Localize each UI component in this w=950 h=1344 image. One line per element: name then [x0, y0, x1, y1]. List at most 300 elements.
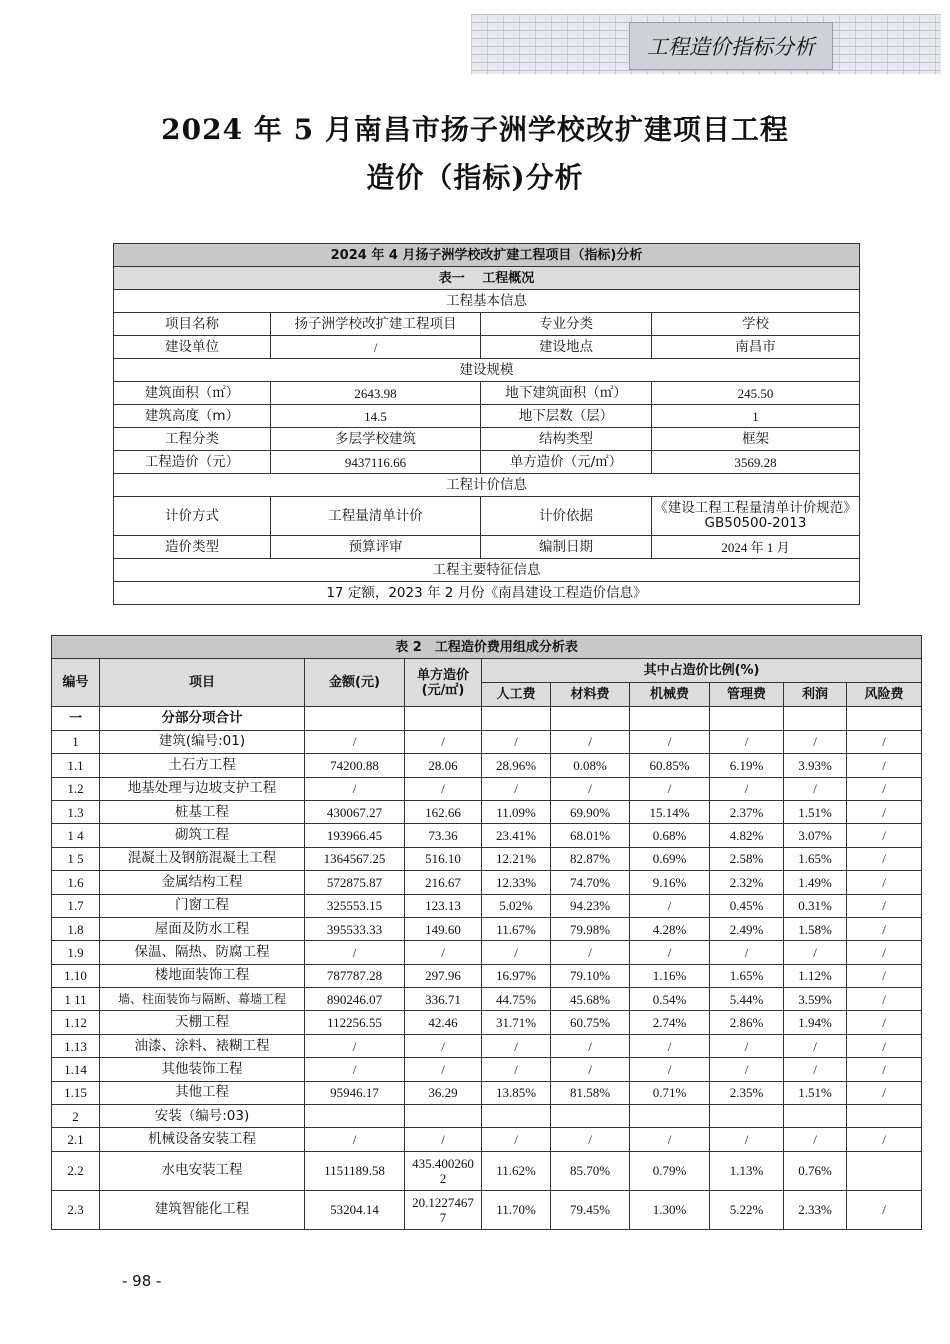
table-row	[52, 824, 922, 847]
row-labor: 16.97%	[482, 964, 551, 987]
row-labor: 28.96%	[482, 754, 551, 777]
row-amount: 890246.07	[305, 988, 405, 1011]
row-amount: 74200.88	[305, 754, 405, 777]
row-management: 0.45%	[710, 894, 784, 917]
row-risk: /	[847, 917, 922, 940]
row-number: 2	[52, 1105, 100, 1128]
table-row	[52, 800, 922, 823]
row-material	[551, 707, 630, 730]
row-item: 安装（编号:03)	[100, 1105, 305, 1128]
row-unit-cost: /	[405, 1128, 482, 1151]
row-management: 2.35%	[710, 1081, 784, 1104]
row-risk: /	[847, 847, 922, 870]
row-material: 60.75%	[551, 1011, 630, 1034]
row-labor: 12.21%	[482, 847, 551, 870]
table-row	[52, 1081, 922, 1104]
field-value: 3569.28	[652, 451, 860, 474]
cost-composition-table	[51, 635, 922, 1230]
row-material: 81.58%	[551, 1081, 630, 1104]
row-management: /	[710, 1128, 784, 1151]
row-item: 保温、隔热、防腐工程	[100, 941, 305, 964]
row-unit-cost: 336.71	[405, 988, 482, 1011]
table-row	[52, 730, 922, 753]
table-row	[52, 941, 922, 964]
row-labor: 12.33%	[482, 871, 551, 894]
row-unit-cost: 162.66	[405, 800, 482, 823]
row-profit: /	[784, 1058, 847, 1081]
row-management: /	[710, 941, 784, 964]
row-risk: /	[847, 964, 922, 987]
row-item: 屋面及防水工程	[100, 917, 305, 940]
row-machine: /	[630, 941, 710, 964]
row-labor: 11.70%	[482, 1190, 551, 1229]
field-label: 项目名称	[114, 313, 271, 336]
row-amount	[305, 707, 405, 730]
field-value: 多层学校建筑	[271, 428, 481, 451]
table-row	[52, 1058, 922, 1081]
row-profit: 0.31%	[784, 894, 847, 917]
table1-row	[114, 536, 860, 559]
field-label: 专业分类	[481, 313, 652, 336]
row-amount: 193966.45	[305, 824, 405, 847]
table1-row	[114, 313, 860, 336]
row-risk: /	[847, 800, 922, 823]
row-labor: /	[482, 1128, 551, 1151]
field-value: 预算评审	[271, 536, 481, 559]
row-management	[710, 707, 784, 730]
row-profit: 1.65%	[784, 847, 847, 870]
row-item: 桩基工程	[100, 800, 305, 823]
row-management: 5.44%	[710, 988, 784, 1011]
col-header-item: 项目	[100, 659, 305, 707]
row-number: 2.2	[52, 1151, 100, 1190]
row-item: 油漆、涂料、裱糊工程	[100, 1034, 305, 1057]
field-value: 《建设工程工程量清单计价规范》GB50500-2013	[652, 497, 860, 536]
table-row	[52, 1011, 922, 1034]
row-unit-cost: /	[405, 1034, 482, 1057]
row-number: 1.2	[52, 777, 100, 800]
table-row	[52, 847, 922, 870]
row-management: /	[710, 730, 784, 753]
row-material: /	[551, 1058, 630, 1081]
row-item: 建筑(编号:01)	[100, 730, 305, 753]
row-machine	[630, 1105, 710, 1128]
field-label: 计价方式	[114, 497, 271, 536]
row-unit-cost: 297.96	[405, 964, 482, 987]
row-amount: /	[305, 730, 405, 753]
row-amount: 1364567.25	[305, 847, 405, 870]
row-item: 其他装饰工程	[100, 1058, 305, 1081]
field-label: 结构类型	[481, 428, 652, 451]
row-material	[551, 1105, 630, 1128]
row-unit-cost: 216.67	[405, 871, 482, 894]
table-row	[52, 707, 922, 730]
row-material: /	[551, 777, 630, 800]
row-labor: 31.71%	[482, 1011, 551, 1034]
row-labor: 23.41%	[482, 824, 551, 847]
col-header-labor: 人工费	[482, 683, 551, 707]
row-management: 1.13%	[710, 1151, 784, 1190]
row-item: 土石方工程	[100, 754, 305, 777]
row-risk: /	[847, 1034, 922, 1057]
row-risk	[847, 1105, 922, 1128]
row-management: 5.22%	[710, 1190, 784, 1229]
row-material: 79.98%	[551, 917, 630, 940]
row-risk: /	[847, 1190, 922, 1229]
section-header-tag: 工程造价指标分析	[629, 22, 833, 70]
field-value: 2024 年 1 月	[652, 536, 860, 559]
row-number: 2.1	[52, 1128, 100, 1151]
field-label: 建设地点	[481, 336, 652, 359]
row-item: 墙、柱面装饰与隔断、幕墙工程	[100, 988, 305, 1011]
row-item: 门窗工程	[100, 894, 305, 917]
row-management: 2.58%	[710, 847, 784, 870]
field-label: 建筑高度（m）	[114, 405, 271, 428]
row-machine: /	[630, 1058, 710, 1081]
table-row	[52, 1105, 922, 1128]
row-item: 地基处理与边坡支护工程	[100, 777, 305, 800]
row-machine: /	[630, 1034, 710, 1057]
col-header-ratio: 其中占造价比例(%)	[482, 659, 922, 683]
table1-row	[114, 451, 860, 474]
row-risk	[847, 1151, 922, 1190]
row-machine: 0.79%	[630, 1151, 710, 1190]
row-number: 1.14	[52, 1058, 100, 1081]
field-value: 2643.98	[271, 382, 481, 405]
row-amount: 95946.17	[305, 1081, 405, 1104]
row-unit-cost: 73.36	[405, 824, 482, 847]
row-labor: /	[482, 941, 551, 964]
row-number: 1.13	[52, 1034, 100, 1057]
col-header-machine: 机械费	[630, 683, 710, 707]
table1-row	[114, 405, 860, 428]
row-machine	[630, 707, 710, 730]
table1-row	[114, 382, 860, 405]
row-profit: 1.51%	[784, 1081, 847, 1104]
row-labor: 44.75%	[482, 988, 551, 1011]
row-profit: 1.51%	[784, 800, 847, 823]
field-value: 245.50	[652, 382, 860, 405]
row-material: /	[551, 1128, 630, 1151]
row-amount: /	[305, 1128, 405, 1151]
row-risk	[847, 707, 922, 730]
row-material: 68.01%	[551, 824, 630, 847]
row-machine: 0.68%	[630, 824, 710, 847]
section-scale: 建设规模	[114, 359, 860, 382]
row-profit: 2.33%	[784, 1190, 847, 1229]
table-row	[52, 894, 922, 917]
row-management	[710, 1105, 784, 1128]
row-item: 机械设备安装工程	[100, 1128, 305, 1151]
col-header-unit-cost: 单方造价(元/㎡)	[405, 659, 482, 707]
row-management: 2.37%	[710, 800, 784, 823]
row-risk: /	[847, 754, 922, 777]
field-label: 编制日期	[481, 536, 652, 559]
section-features: 工程主要特征信息	[114, 559, 860, 582]
page-number: - 98 -	[122, 1272, 162, 1290]
field-label: 地下建筑面积（㎡）	[481, 382, 652, 405]
row-amount: /	[305, 777, 405, 800]
row-management: 4.82%	[710, 824, 784, 847]
row-unit-cost	[405, 1105, 482, 1128]
col-header-amount: 金额(元)	[305, 659, 405, 707]
row-unit-cost: 36.29	[405, 1081, 482, 1104]
row-profit	[784, 707, 847, 730]
row-unit-cost: /	[405, 941, 482, 964]
row-unit-cost: 516.10	[405, 847, 482, 870]
col-header-no: 编号	[52, 659, 100, 707]
row-machine: 1.16%	[630, 964, 710, 987]
row-number: 1.6	[52, 871, 100, 894]
row-risk: /	[847, 871, 922, 894]
row-item: 建筑智能化工程	[100, 1190, 305, 1229]
row-unit-cost: 42.46	[405, 1011, 482, 1034]
table-row	[52, 1151, 922, 1190]
table2-body	[52, 707, 922, 1229]
row-number: 1.7	[52, 894, 100, 917]
col-header-profit: 利润	[784, 683, 847, 707]
row-risk: /	[847, 730, 922, 753]
row-amount: 395533.33	[305, 917, 405, 940]
row-machine: 4.28%	[630, 917, 710, 940]
table-row	[52, 1128, 922, 1151]
row-amount: 1151189.58	[305, 1151, 405, 1190]
page-title-line2: 造价（指标)分析	[366, 161, 584, 194]
row-number: 2.3	[52, 1190, 100, 1229]
row-labor	[482, 707, 551, 730]
row-profit: /	[784, 941, 847, 964]
table-row	[52, 1190, 922, 1229]
row-item: 分部分项合计	[100, 707, 305, 730]
row-machine: 0.69%	[630, 847, 710, 870]
row-profit: 0.76%	[784, 1151, 847, 1190]
row-amount	[305, 1105, 405, 1128]
row-management: 1.65%	[710, 964, 784, 987]
row-material: 94.23%	[551, 894, 630, 917]
row-profit: 1.12%	[784, 964, 847, 987]
row-profit: /	[784, 777, 847, 800]
row-material: 0.08%	[551, 754, 630, 777]
row-management: /	[710, 777, 784, 800]
field-label: 计价依据	[481, 497, 652, 536]
row-labor: /	[482, 1058, 551, 1081]
field-value: 学校	[652, 313, 860, 336]
row-labor: 11.67%	[482, 917, 551, 940]
row-profit: /	[784, 1128, 847, 1151]
row-profit: 1.49%	[784, 871, 847, 894]
row-labor: /	[482, 1034, 551, 1057]
table-row	[52, 754, 922, 777]
table-row	[52, 1034, 922, 1057]
row-machine: 9.16%	[630, 871, 710, 894]
row-item: 其他工程	[100, 1081, 305, 1104]
row-material: 69.90%	[551, 800, 630, 823]
row-machine: /	[630, 730, 710, 753]
row-material: 82.87%	[551, 847, 630, 870]
row-number: 1 11	[52, 988, 100, 1011]
row-item: 金属结构工程	[100, 871, 305, 894]
row-item: 天棚工程	[100, 1011, 305, 1034]
table-row	[52, 871, 922, 894]
row-unit-cost: 149.60	[405, 917, 482, 940]
row-material: 74.70%	[551, 871, 630, 894]
field-value: 14.5	[271, 405, 481, 428]
field-value: 1	[652, 405, 860, 428]
row-management: 2.32%	[710, 871, 784, 894]
row-material: /	[551, 941, 630, 964]
row-unit-cost: 123.13	[405, 894, 482, 917]
row-amount: 112256.55	[305, 1011, 405, 1034]
row-profit: 1.94%	[784, 1011, 847, 1034]
table-row	[52, 777, 922, 800]
field-label: 单方造价（元/㎡）	[481, 451, 652, 474]
row-amount: 325553.15	[305, 894, 405, 917]
row-labor: 11.62%	[482, 1151, 551, 1190]
row-number: 1 4	[52, 824, 100, 847]
field-label: 造价类型	[114, 536, 271, 559]
row-profit: 3.93%	[784, 754, 847, 777]
table1-row	[114, 336, 860, 359]
row-labor: /	[482, 777, 551, 800]
row-number: 1.8	[52, 917, 100, 940]
row-labor: 13.85%	[482, 1081, 551, 1104]
table1-pricing-rows	[114, 497, 860, 559]
row-number: 1.3	[52, 800, 100, 823]
row-profit: 3.07%	[784, 824, 847, 847]
table2-caption: 表 2 工程造价费用组成分析表	[52, 636, 922, 659]
section-basic-info: 工程基本信息	[114, 290, 860, 313]
project-overview-table	[113, 243, 860, 605]
row-management: 6.19%	[710, 754, 784, 777]
row-risk: /	[847, 988, 922, 1011]
table1-row	[114, 428, 860, 451]
row-machine: 0.71%	[630, 1081, 710, 1104]
row-profit: 3.59%	[784, 988, 847, 1011]
field-value: 扬子洲学校改扩建工程项目	[271, 313, 481, 336]
row-amount: 430067.27	[305, 800, 405, 823]
table-row	[52, 964, 922, 987]
row-unit-cost: /	[405, 777, 482, 800]
row-labor	[482, 1105, 551, 1128]
table-row	[52, 917, 922, 940]
row-unit-cost: 28.06	[405, 754, 482, 777]
field-label: 建设单位	[114, 336, 271, 359]
row-management: /	[710, 1034, 784, 1057]
row-unit-cost: /	[405, 730, 482, 753]
row-profit: /	[784, 730, 847, 753]
row-labor: 5.02%	[482, 894, 551, 917]
row-unit-cost: /	[405, 1058, 482, 1081]
row-number: 1	[52, 730, 100, 753]
features-text: 17 定额，2023 年 2 月份《南昌建设工程造价信息》	[114, 582, 860, 605]
field-label: 建筑面积（㎡）	[114, 382, 271, 405]
row-number: 1.12	[52, 1011, 100, 1034]
row-material: 79.45%	[551, 1190, 630, 1229]
row-risk: /	[847, 777, 922, 800]
table1-subcaption: 表一 工程概况	[114, 267, 860, 290]
row-material: /	[551, 1034, 630, 1057]
row-machine: 2.74%	[630, 1011, 710, 1034]
col-header-material: 材料费	[551, 683, 630, 707]
row-number: 1.15	[52, 1081, 100, 1104]
row-machine: 60.85%	[630, 754, 710, 777]
row-management: 2.86%	[710, 1011, 784, 1034]
row-machine: 15.14%	[630, 800, 710, 823]
row-risk: /	[847, 894, 922, 917]
row-machine: 1.30%	[630, 1190, 710, 1229]
row-machine: /	[630, 777, 710, 800]
col-header-risk: 风险费	[847, 683, 922, 707]
field-label: 工程分类	[114, 428, 271, 451]
field-value: 南昌市	[652, 336, 860, 359]
row-unit-cost: 435.4002602	[405, 1151, 482, 1190]
row-risk: /	[847, 1058, 922, 1081]
row-material: 45.68%	[551, 988, 630, 1011]
row-amount: /	[305, 1058, 405, 1081]
row-amount: /	[305, 941, 405, 964]
row-number: 1.10	[52, 964, 100, 987]
col-header-management: 管理费	[710, 683, 784, 707]
row-amount: 787787.28	[305, 964, 405, 987]
row-amount: 572875.87	[305, 871, 405, 894]
row-number: 1.9	[52, 941, 100, 964]
row-risk: /	[847, 941, 922, 964]
row-number: 一	[52, 707, 100, 730]
field-value: 工程量清单计价	[271, 497, 481, 536]
row-risk: /	[847, 824, 922, 847]
field-label: 工程造价（元）	[114, 451, 271, 474]
row-machine: /	[630, 1128, 710, 1151]
table1-scale-rows	[114, 382, 860, 474]
page-title-line1: 2024 年 5 月南昌市扬子洲学校改扩建项目工程	[161, 113, 789, 146]
row-machine: 0.54%	[630, 988, 710, 1011]
row-profit: /	[784, 1034, 847, 1057]
row-item: 水电安装工程	[100, 1151, 305, 1190]
row-labor: 11.09%	[482, 800, 551, 823]
row-material: /	[551, 730, 630, 753]
row-amount: /	[305, 1034, 405, 1057]
row-risk: /	[847, 1011, 922, 1034]
row-profit: 1.58%	[784, 917, 847, 940]
field-label: 地下层数（层）	[481, 405, 652, 428]
section-pricing: 工程计价信息	[114, 474, 860, 497]
row-management: 2.49%	[710, 917, 784, 940]
row-unit-cost: 20.12274677	[405, 1190, 482, 1229]
row-item: 混凝土及钢筋混凝土工程	[100, 847, 305, 870]
row-risk: /	[847, 1128, 922, 1151]
table1-basic-rows	[114, 313, 860, 359]
table-row	[52, 988, 922, 1011]
table1-caption: 2024 年 4 月扬子洲学校改扩建工程项目（指标)分析	[114, 244, 860, 267]
row-unit-cost	[405, 707, 482, 730]
table1-row	[114, 497, 860, 536]
row-material: 79.10%	[551, 964, 630, 987]
field-value: /	[271, 336, 481, 359]
row-machine: /	[630, 894, 710, 917]
row-item: 楼地面装饰工程	[100, 964, 305, 987]
row-item: 砌筑工程	[100, 824, 305, 847]
row-material: 85.70%	[551, 1151, 630, 1190]
row-profit	[784, 1105, 847, 1128]
row-risk: /	[847, 1081, 922, 1104]
row-number: 1.1	[52, 754, 100, 777]
row-number: 1 5	[52, 847, 100, 870]
field-value: 9437116.66	[271, 451, 481, 474]
row-management: /	[710, 1058, 784, 1081]
field-value: 框架	[652, 428, 860, 451]
row-amount: 53204.14	[305, 1190, 405, 1229]
row-labor: /	[482, 730, 551, 753]
